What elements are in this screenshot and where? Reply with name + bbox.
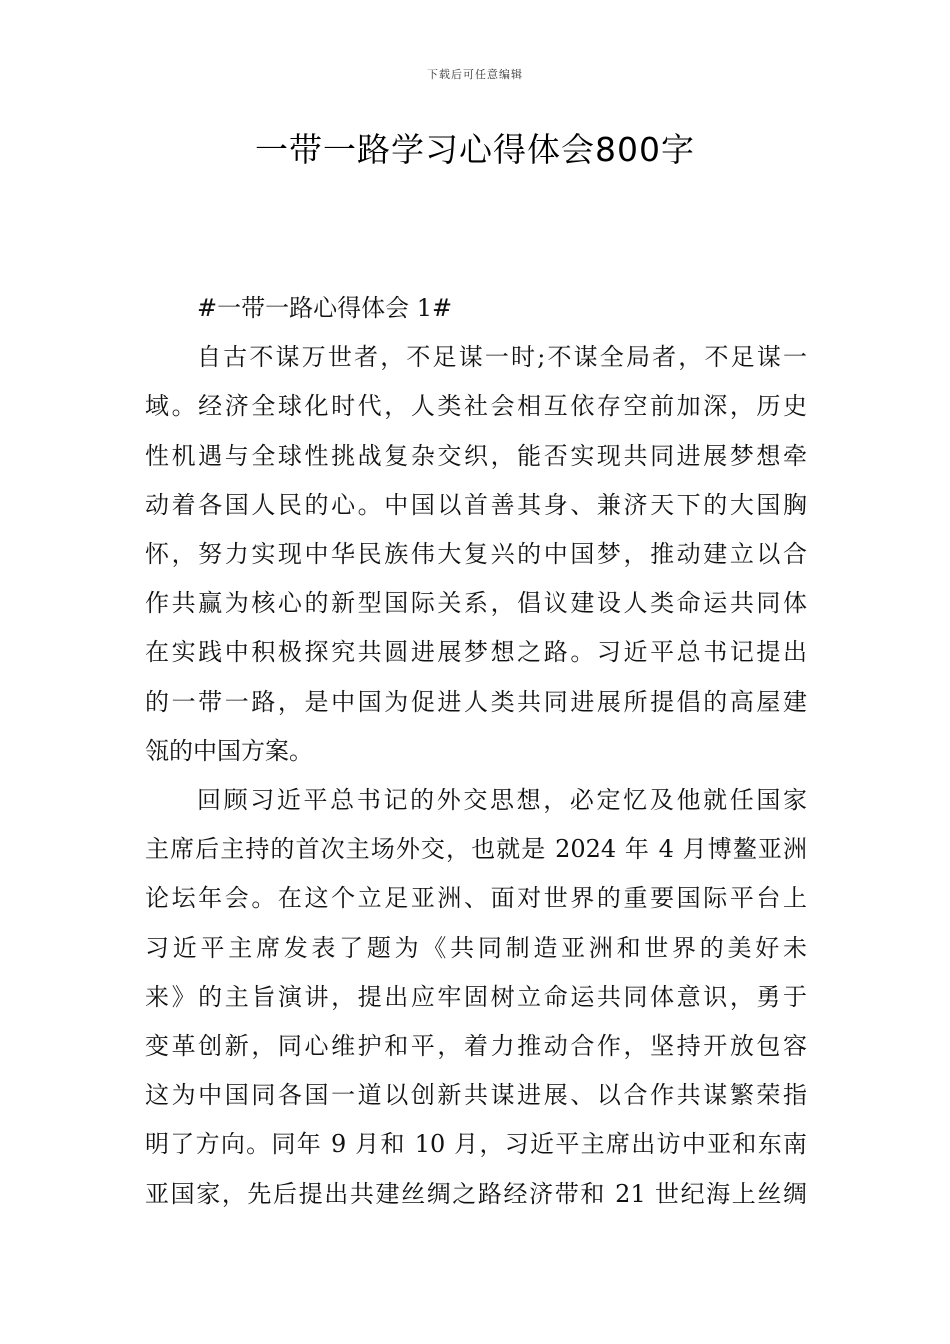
paragraph-line: 亚国家，先后提出共建丝绸之路经济带和 21 世纪海上丝绸 bbox=[145, 1179, 807, 1208]
paragraph-line: 习近平主席发表了题为《共同制造亚洲和世界的美好未 bbox=[145, 933, 807, 962]
paragraph-line: 域。经济全球化时代，人类社会相互依存空前加深，历史 bbox=[145, 392, 807, 421]
paragraph-line: 回顾习近平总书记的外交思想，必定忆及他就任国家 bbox=[197, 786, 807, 815]
paragraph-line: 瓴的中国方案。 bbox=[145, 736, 313, 765]
paragraph-line: 来》的主旨演讲，提出应牢固树立命运共同体意识，勇于 bbox=[145, 982, 807, 1011]
paragraph-line: 明了方向。同年 9 月和 10 月，习近平主席出访中亚和东南 bbox=[145, 1130, 807, 1159]
paragraph-line: 变革创新，同心维护和平，着力推动合作，坚持开放包容 bbox=[145, 1032, 807, 1061]
paragraph-line: 在实践中积极探究共圆进展梦想之路。习近平总书记提出 bbox=[145, 638, 807, 667]
page-title: 一带一路学习心得体会800字 bbox=[255, 130, 695, 169]
paragraph-line: 怀，努力实现中华民族伟大复兴的中国梦，推动建立以合 bbox=[145, 540, 807, 569]
paragraph-line: 作共赢为核心的新型国际关系，倡议建设人类命运共同体 bbox=[145, 589, 807, 618]
header-note: 下载后可任意编辑 bbox=[427, 68, 523, 81]
paragraph-2 bbox=[145, 776, 807, 1219]
document-body bbox=[145, 284, 807, 1219]
paragraph-line: 性机遇与全球性挑战复杂交织，能否实现共同进展梦想牵 bbox=[145, 441, 807, 470]
paragraph-line: 主席后主持的首次主场外交，也就是 2024 年 4 月博鳌亚洲 bbox=[145, 835, 807, 864]
paragraph-line: 的一带一路，是中国为促进人类共同进展所提倡的高屋建 bbox=[145, 687, 807, 716]
paragraph-line: 论坛年会。在这个立足亚洲、面对世界的重要国际平台上 bbox=[145, 884, 807, 913]
paragraph-line: 动着各国人民的心。中国以首善其身、兼济天下的大国胸 bbox=[145, 490, 807, 519]
paragraph-line: 这为中国同各国一道以创新共谋进展、以合作共谋繁荣指 bbox=[145, 1081, 807, 1110]
section-heading: #一带一路心得体会 1# bbox=[197, 294, 453, 322]
paragraph-line: 自古不谋万世者，不足谋一时;不谋全局者，不足谋一 bbox=[197, 343, 807, 372]
paragraph-1 bbox=[145, 333, 807, 776]
